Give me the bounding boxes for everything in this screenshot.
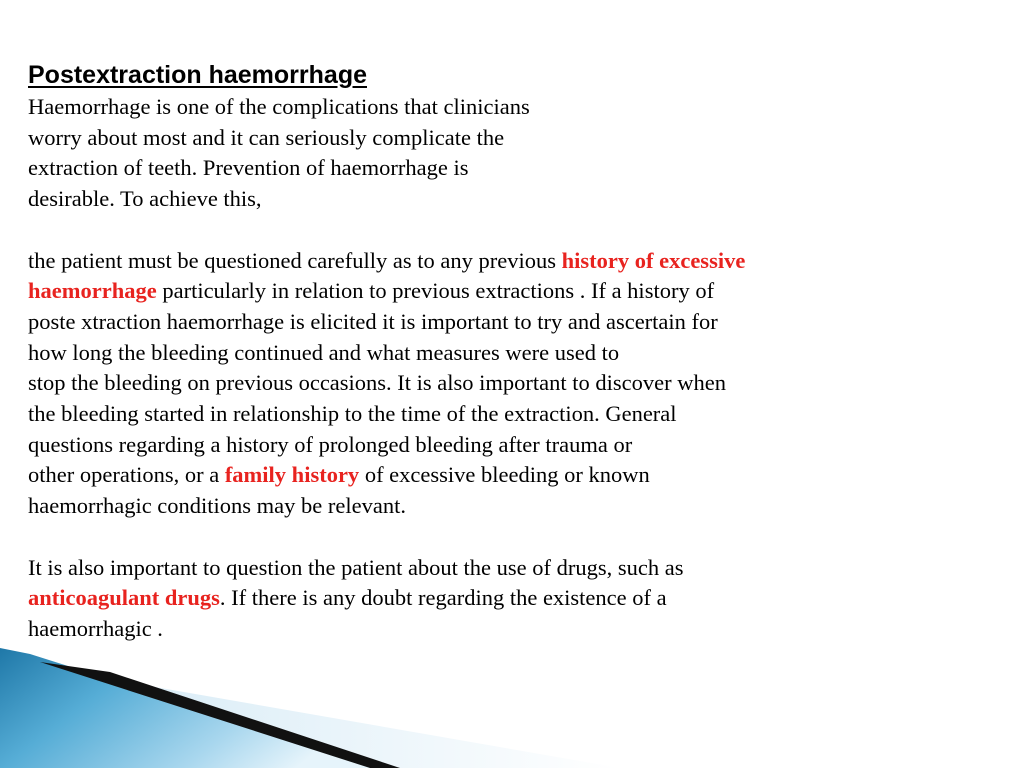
highlight-anticoagulant-drugs: anticoagulant drugs	[28, 585, 220, 611]
drugs-line-1: It is also important to question the patient about the use of drugs, such as	[28, 554, 684, 580]
history-line-6: the bleeding started in relationship to the time of the extraction. General	[28, 401, 677, 427]
paragraph-spacer	[28, 215, 928, 246]
drugs-line-2-text: . If there is any doubt regarding the existence of a	[219, 585, 667, 611]
history-line-1-text: the patient must be questioned carefully as to any previous	[28, 247, 562, 273]
history-paragraph	[28, 246, 928, 522]
paragraph-spacer	[28, 522, 928, 553]
highlight-family-history: family history	[224, 462, 360, 488]
drugs-line-3: haemorrhagic .	[28, 615, 163, 641]
history-line-8-text-b: of excessive bleeding or known	[359, 462, 650, 488]
slide-content	[28, 58, 928, 645]
slide-title: Postextraction haemorrhage	[28, 61, 367, 89]
drugs-paragraph	[28, 553, 928, 645]
history-line-5: stop the bleeding on previous occasions. It is also important to discover when	[28, 370, 726, 396]
history-line-8	[28, 460, 928, 491]
history-line-4: how long the bleeding continued and what measures were used to	[28, 339, 620, 365]
history-line-9: haemorrhagic conditions may be relevant.	[28, 493, 406, 519]
drugs-line-2	[28, 583, 928, 614]
highlight-history-of-excessive: history of excessive	[561, 247, 746, 273]
intro-paragraph	[28, 92, 928, 215]
history-line-3: poste xtraction haemorrhage is elicited it is important to try and ascertain for	[28, 308, 718, 334]
intro-line-4: desirable. To achieve this,	[28, 186, 262, 212]
highlight-haemorrhage: haemorrhage	[28, 278, 157, 304]
history-line-1	[28, 246, 928, 277]
history-line-2-text: particularly in relation to previous extractions . If a history of	[156, 278, 715, 304]
history-line-8-text-a: other operations, or a	[28, 462, 225, 488]
intro-line-3: extraction of teeth. Prevention of haemorrhage is	[28, 155, 469, 181]
history-line-2	[28, 276, 928, 307]
intro-line-2: worry about most and it can seriously complicate the	[28, 124, 505, 150]
history-line-7: questions regarding a history of prolonged bleeding after trauma or	[28, 431, 633, 457]
intro-line-1: Haemorrhage is one of the complications that clinicians	[28, 94, 530, 119]
